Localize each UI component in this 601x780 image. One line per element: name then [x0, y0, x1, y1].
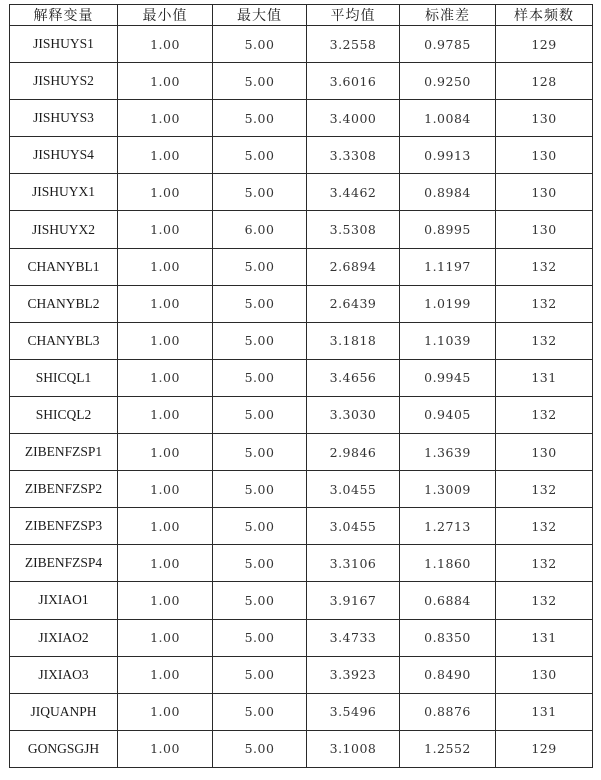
- mean-cell: 3.4656: [307, 359, 400, 396]
- table-row: [10, 730, 593, 767]
- table-row: [10, 137, 593, 174]
- sample-count-cell: 132: [496, 396, 593, 433]
- mean-cell: 3.4000: [307, 100, 400, 137]
- mean-cell: 3.1818: [307, 322, 400, 359]
- mean-cell: 3.5496: [307, 693, 400, 730]
- table-row: [10, 359, 593, 396]
- std-dev-cell: 1.3639: [400, 434, 496, 471]
- std-dev-cell: 1.1860: [400, 545, 496, 582]
- table-row: [10, 582, 593, 619]
- std-dev-cell: 1.3009: [400, 471, 496, 508]
- min-cell: 1.00: [118, 656, 213, 693]
- header-mean: 平均值: [307, 5, 400, 26]
- min-cell: 1.00: [118, 322, 213, 359]
- sample-count-cell: 131: [496, 619, 593, 656]
- max-cell: 6.00: [213, 211, 307, 248]
- table-header-row: [10, 5, 593, 26]
- mean-cell: 3.5308: [307, 211, 400, 248]
- table-row: [10, 434, 593, 471]
- sample-count-cell: 129: [496, 730, 593, 767]
- min-cell: 1.00: [118, 100, 213, 137]
- variable-cell: JIXIAO2: [10, 619, 118, 656]
- table-row: [10, 322, 593, 359]
- mean-cell: 2.6894: [307, 248, 400, 285]
- min-cell: 1.00: [118, 471, 213, 508]
- std-dev-cell: 0.9405: [400, 396, 496, 433]
- sample-count-cell: 130: [496, 137, 593, 174]
- variable-cell: SHICQL1: [10, 359, 118, 396]
- variable-cell: JISHUYX1: [10, 174, 118, 211]
- variable-cell: ZIBENFZSP2: [10, 471, 118, 508]
- std-dev-cell: 0.9913: [400, 137, 496, 174]
- mean-cell: 3.2558: [307, 26, 400, 63]
- table-row: [10, 211, 593, 248]
- std-dev-cell: 0.8995: [400, 211, 496, 248]
- mean-cell: 3.3106: [307, 545, 400, 582]
- table-row: [10, 174, 593, 211]
- min-cell: 1.00: [118, 248, 213, 285]
- table-row: [10, 545, 593, 582]
- max-cell: 5.00: [213, 359, 307, 396]
- sample-count-cell: 130: [496, 656, 593, 693]
- table-row: [10, 63, 593, 100]
- sample-count-cell: 130: [496, 211, 593, 248]
- sample-count-cell: 132: [496, 248, 593, 285]
- mean-cell: 3.4462: [307, 174, 400, 211]
- variable-cell: ZIBENFZSP1: [10, 434, 118, 471]
- variable-cell: JIQUANPH: [10, 693, 118, 730]
- min-cell: 1.00: [118, 396, 213, 433]
- variable-cell: JISHUYS2: [10, 63, 118, 100]
- min-cell: 1.00: [118, 582, 213, 619]
- std-dev-cell: 0.9250: [400, 63, 496, 100]
- max-cell: 5.00: [213, 730, 307, 767]
- min-cell: 1.00: [118, 693, 213, 730]
- variable-cell: JIXIAO3: [10, 656, 118, 693]
- table-body: [10, 26, 593, 768]
- mean-cell: 3.4733: [307, 619, 400, 656]
- table-row: [10, 396, 593, 433]
- sample-count-cell: 132: [496, 285, 593, 322]
- header-sample-count: 样本频数: [496, 5, 593, 26]
- header-max: 最大值: [213, 5, 307, 26]
- max-cell: 5.00: [213, 545, 307, 582]
- max-cell: 5.00: [213, 137, 307, 174]
- mean-cell: 3.6016: [307, 63, 400, 100]
- variable-cell: ZIBENFZSP3: [10, 508, 118, 545]
- min-cell: 1.00: [118, 545, 213, 582]
- max-cell: 5.00: [213, 396, 307, 433]
- sample-count-cell: 128: [496, 63, 593, 100]
- max-cell: 5.00: [213, 248, 307, 285]
- std-dev-cell: 0.6884: [400, 582, 496, 619]
- std-dev-cell: 1.0199: [400, 285, 496, 322]
- max-cell: 5.00: [213, 693, 307, 730]
- header-min: 最小值: [118, 5, 213, 26]
- sample-count-cell: 132: [496, 471, 593, 508]
- table-row: [10, 619, 593, 656]
- std-dev-cell: 0.9945: [400, 359, 496, 396]
- max-cell: 5.00: [213, 471, 307, 508]
- sample-count-cell: 131: [496, 359, 593, 396]
- table-row: [10, 26, 593, 63]
- mean-cell: 3.3923: [307, 656, 400, 693]
- header-variable: 解释变量: [10, 5, 118, 26]
- sample-count-cell: 132: [496, 545, 593, 582]
- mean-cell: 3.0455: [307, 508, 400, 545]
- min-cell: 1.00: [118, 359, 213, 396]
- table-row: [10, 285, 593, 322]
- variable-cell: JISHUYX2: [10, 211, 118, 248]
- sample-count-cell: 130: [496, 434, 593, 471]
- std-dev-cell: 1.2552: [400, 730, 496, 767]
- mean-cell: 3.1008: [307, 730, 400, 767]
- sample-count-cell: 130: [496, 174, 593, 211]
- max-cell: 5.00: [213, 174, 307, 211]
- sample-count-cell: 132: [496, 582, 593, 619]
- sample-count-cell: 130: [496, 100, 593, 137]
- min-cell: 1.00: [118, 434, 213, 471]
- descriptive-stats-table: [9, 4, 593, 768]
- std-dev-cell: 1.2713: [400, 508, 496, 545]
- variable-cell: JISHUYS1: [10, 26, 118, 63]
- std-dev-cell: 0.8490: [400, 656, 496, 693]
- min-cell: 1.00: [118, 63, 213, 100]
- sample-count-cell: 129: [496, 26, 593, 63]
- min-cell: 1.00: [118, 619, 213, 656]
- table-row: [10, 656, 593, 693]
- std-dev-cell: 0.8876: [400, 693, 496, 730]
- std-dev-cell: 1.0084: [400, 100, 496, 137]
- mean-cell: 3.3030: [307, 396, 400, 433]
- max-cell: 5.00: [213, 63, 307, 100]
- sample-count-cell: 131: [496, 693, 593, 730]
- max-cell: 5.00: [213, 322, 307, 359]
- variable-cell: ZIBENFZSP4: [10, 545, 118, 582]
- std-dev-cell: 0.9785: [400, 26, 496, 63]
- variable-cell: CHANYBL1: [10, 248, 118, 285]
- max-cell: 5.00: [213, 582, 307, 619]
- variable-cell: JISHUYS4: [10, 137, 118, 174]
- max-cell: 5.00: [213, 656, 307, 693]
- max-cell: 5.00: [213, 434, 307, 471]
- variable-cell: JISHUYS3: [10, 100, 118, 137]
- table-row: [10, 693, 593, 730]
- mean-cell: 3.9167: [307, 582, 400, 619]
- std-dev-cell: 0.8350: [400, 619, 496, 656]
- header-std-dev: 标准差: [400, 5, 496, 26]
- table-row: [10, 508, 593, 545]
- min-cell: 1.00: [118, 211, 213, 248]
- variable-cell: CHANYBL3: [10, 322, 118, 359]
- max-cell: 5.00: [213, 26, 307, 63]
- variable-cell: JIXIAO1: [10, 582, 118, 619]
- max-cell: 5.00: [213, 285, 307, 322]
- std-dev-cell: 0.8984: [400, 174, 496, 211]
- sample-count-cell: 132: [496, 508, 593, 545]
- std-dev-cell: 1.1039: [400, 322, 496, 359]
- sample-count-cell: 132: [496, 322, 593, 359]
- mean-cell: 3.0455: [307, 471, 400, 508]
- min-cell: 1.00: [118, 508, 213, 545]
- variable-cell: GONGSGJH: [10, 730, 118, 767]
- min-cell: 1.00: [118, 730, 213, 767]
- min-cell: 1.00: [118, 174, 213, 211]
- table-row: [10, 248, 593, 285]
- variable-cell: SHICQL2: [10, 396, 118, 433]
- std-dev-cell: 1.1197: [400, 248, 496, 285]
- max-cell: 5.00: [213, 508, 307, 545]
- min-cell: 1.00: [118, 26, 213, 63]
- table-row: [10, 471, 593, 508]
- min-cell: 1.00: [118, 137, 213, 174]
- max-cell: 5.00: [213, 100, 307, 137]
- min-cell: 1.00: [118, 285, 213, 322]
- table-row: [10, 100, 593, 137]
- max-cell: 5.00: [213, 619, 307, 656]
- mean-cell: 3.3308: [307, 137, 400, 174]
- mean-cell: 2.9846: [307, 434, 400, 471]
- mean-cell: 2.6439: [307, 285, 400, 322]
- variable-cell: CHANYBL2: [10, 285, 118, 322]
